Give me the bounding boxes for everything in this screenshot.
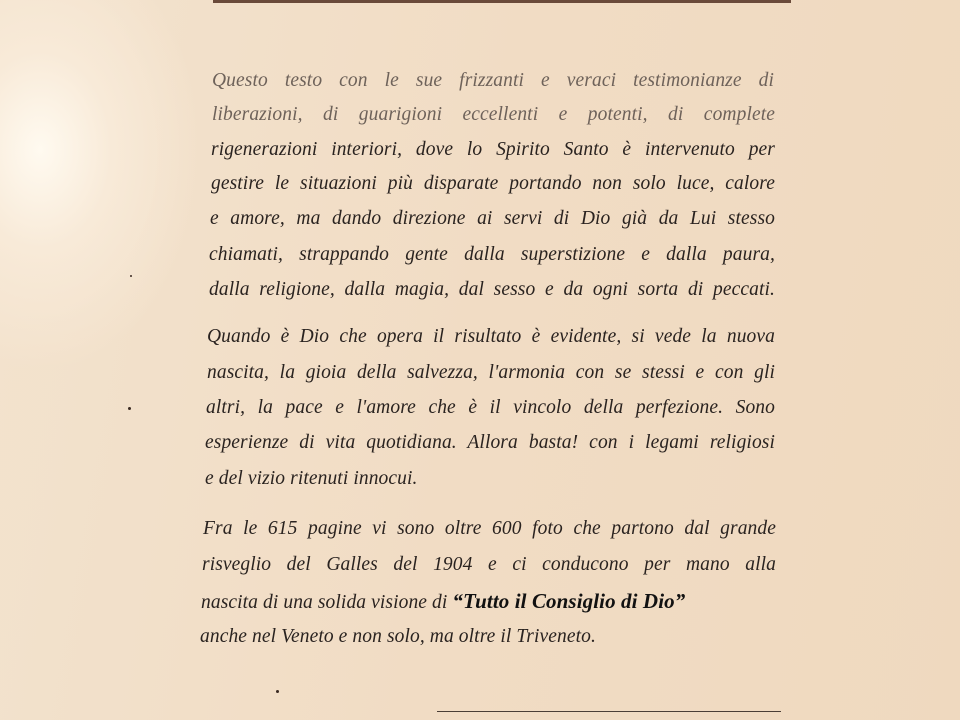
text-line: anche nel Veneto e non solo, ma oltre il Triveneto. — [200, 626, 596, 647]
text-line: dalla religione, dalla magia, dal sesso e da ogni sorta di peccati. — [209, 279, 775, 300]
paper-speck — [128, 407, 131, 410]
text-line: risveglio del Galles del 1904 e ci conducono per mano alla — [202, 554, 776, 575]
text-line: e amore, ma dando direzione ai servi di Dio già da Lui stesso — [210, 208, 775, 229]
paper-speck — [276, 690, 279, 693]
text-line: Quando è Dio che opera il risultato è evidente, si vede la nuova — [207, 326, 775, 347]
text-line: liberazioni, di guarigioni eccellenti e potenti, di complete — [212, 104, 775, 125]
text-line: rigenerazioni interiori, dove lo Spirito Santo è intervenuto per — [211, 139, 775, 160]
text-line — [201, 589, 777, 614]
book-title: “Tutto il Consiglio di Dio” — [452, 589, 686, 613]
text-line: Questo testo con le sue frizzanti e veraci testimonianze di — [212, 70, 774, 91]
text-line: gestire le situazioni più disparate portando non solo luce, calore — [211, 173, 775, 194]
text-line: e del vizio ritenuti innocui. — [205, 468, 418, 489]
text-fragment: nascita di una solida visione di — [201, 592, 453, 613]
text-line: chiamati, strappando gente dalla superstizione e dalla paura, — [209, 244, 775, 265]
text-line: altri, la pace e l'amore che è il vincolo della perfezione. Sono — [206, 397, 775, 418]
text-line: nascita, la gioia della salvezza, l'armonia con se stessi e con gli — [207, 362, 775, 383]
text-line: Fra le 615 pagine vi sono oltre 600 foto che partono dal grande — [203, 518, 776, 539]
text-line: esperienze di vita quotidiana. Allora basta! con i legami religiosi — [205, 432, 775, 453]
divider-line — [437, 711, 781, 712]
top-edge-strip — [213, 0, 791, 3]
paper-speck — [130, 275, 132, 277]
